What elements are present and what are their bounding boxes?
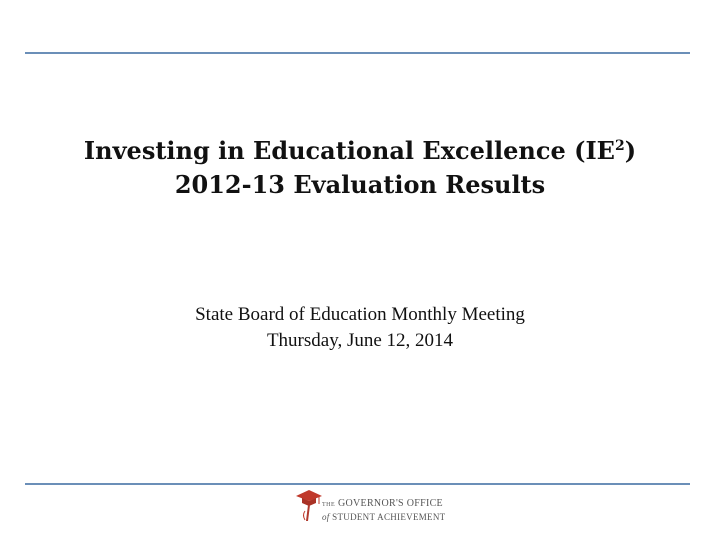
top-divider [25,52,690,54]
slide-subtitle [0,302,720,354]
graduation-cap-torch-icon [294,487,324,523]
bottom-divider [25,483,690,485]
slide-title [0,134,720,202]
logo-text [322,498,445,523]
governors-office-logo [294,487,446,523]
subtitle-line-1: State Board of Education Monthly Meeting [195,304,525,325]
logo-line-1: THE GOVERNOR'S OFFICE [322,498,443,509]
title-superscript: 2 [614,138,625,154]
subtitle-line-2: Thursday, June 12, 2014 [266,330,454,351]
title-line-2: 2012-13 Evaluation Results [174,170,546,199]
title-line-1: Investing in Educational Excellence $(IE^2)$ [83,136,637,165]
logo-line-2: of STUDENT ACHIEVEMENT [322,512,446,522]
